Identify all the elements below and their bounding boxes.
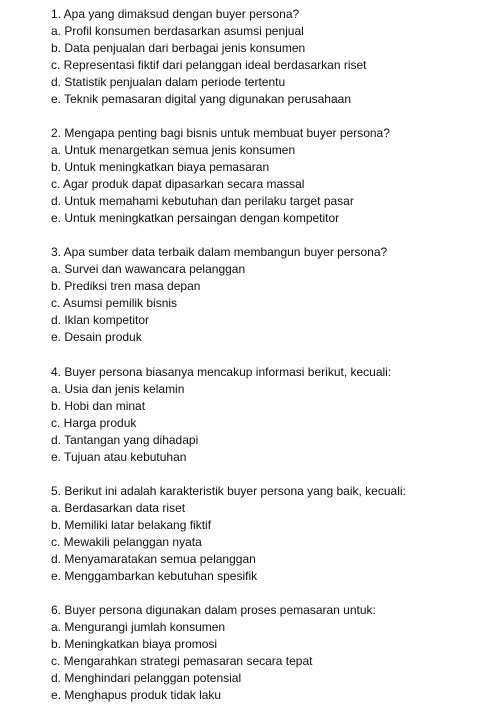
option-b: b. Untuk meningkatkan biaya pemasaran [51,160,270,174]
option-d: d. Iklan kompetitor [51,313,150,327]
option-d: d. Untuk memahami kebutuhan dan perilaku target pasar [51,194,354,208]
option-e: e. Menghapus produk tidak laku [51,688,222,702]
option-b: b. Meningkatkan biaya promosi [51,637,218,651]
option-d: d. Menyamaratakan semua pelanggan [51,552,256,566]
question-text: 6. Buyer persona digunakan dalam proses pemasaran untuk: [51,603,376,617]
option-c: c. Asumsi pemilik bisnis [51,296,178,310]
question-text: 4. Buyer persona biasanya mencakup informasi berikut, kecuali: [51,365,392,379]
question-text: 5. Berikut ini adalah karakteristik buyer persona yang baik, kecuali: [51,484,406,498]
option-b: b. Data penjualan dari berbagai jenis konsumen [51,41,306,55]
option-a: a. Survei dan wawancara pelanggan [51,262,246,276]
question-3 [51,244,476,346]
option-e: e. Untuk meningkatkan persaingan dengan kompetitor [51,211,340,225]
option-b: b. Hobi dan minat [51,399,146,413]
option-a: a. Profil konsumen berdasarkan asumsi penjual [51,24,304,38]
question-4 [51,364,476,466]
option-a: a. Mengurangi jumlah konsumen [51,620,226,634]
option-a: a. Usia dan jenis kelamin [51,382,185,396]
option-b: b. Prediksi tren masa depan [51,279,201,293]
option-c: c. Mewakili pelanggan nyata [51,535,202,549]
option-c: c. Agar produk dapat dipasarkan secara massal [51,177,305,191]
option-d: d. Tantangan yang dihadapi [51,433,199,447]
option-d: d. Menghindari pelanggan potensial [51,671,242,685]
question-2 [51,125,476,227]
option-e: e. Teknik pemasaran digital yang digunakan perusahaan [51,92,351,106]
option-b: b. Memiliki latar belakang fiktif [51,518,212,532]
option-e: e. Tujuan atau kebutuhan [51,450,187,464]
question-1 [51,6,476,108]
question-5 [51,483,476,585]
question-6 [51,602,476,704]
question-text: 2. Mengapa penting bagi bisnis untuk membuat buyer persona? [51,126,390,140]
option-c: c. Harga produk [51,416,137,430]
question-text: 3. Apa sumber data terbaik dalam membangun buyer persona? [51,245,388,259]
question-text: 1. Apa yang dimaksud dengan buyer persona? [51,7,300,21]
option-a: a. Berdasarkan data riset [51,501,186,515]
option-c: c. Mengarahkan strategi pemasaran secara tepat [51,654,313,668]
option-d: d. Statistik penjualan dalam periode tertentu [51,75,286,89]
option-e: e. Menggambarkan kebutuhan spesifik [51,569,258,583]
option-a: a. Untuk menargetkan semua jenis konsumen [51,143,296,157]
option-e: e. Desain produk [51,330,142,344]
option-c: c. Representasi fiktif dari pelanggan ideal berdasarkan riset [51,58,367,72]
